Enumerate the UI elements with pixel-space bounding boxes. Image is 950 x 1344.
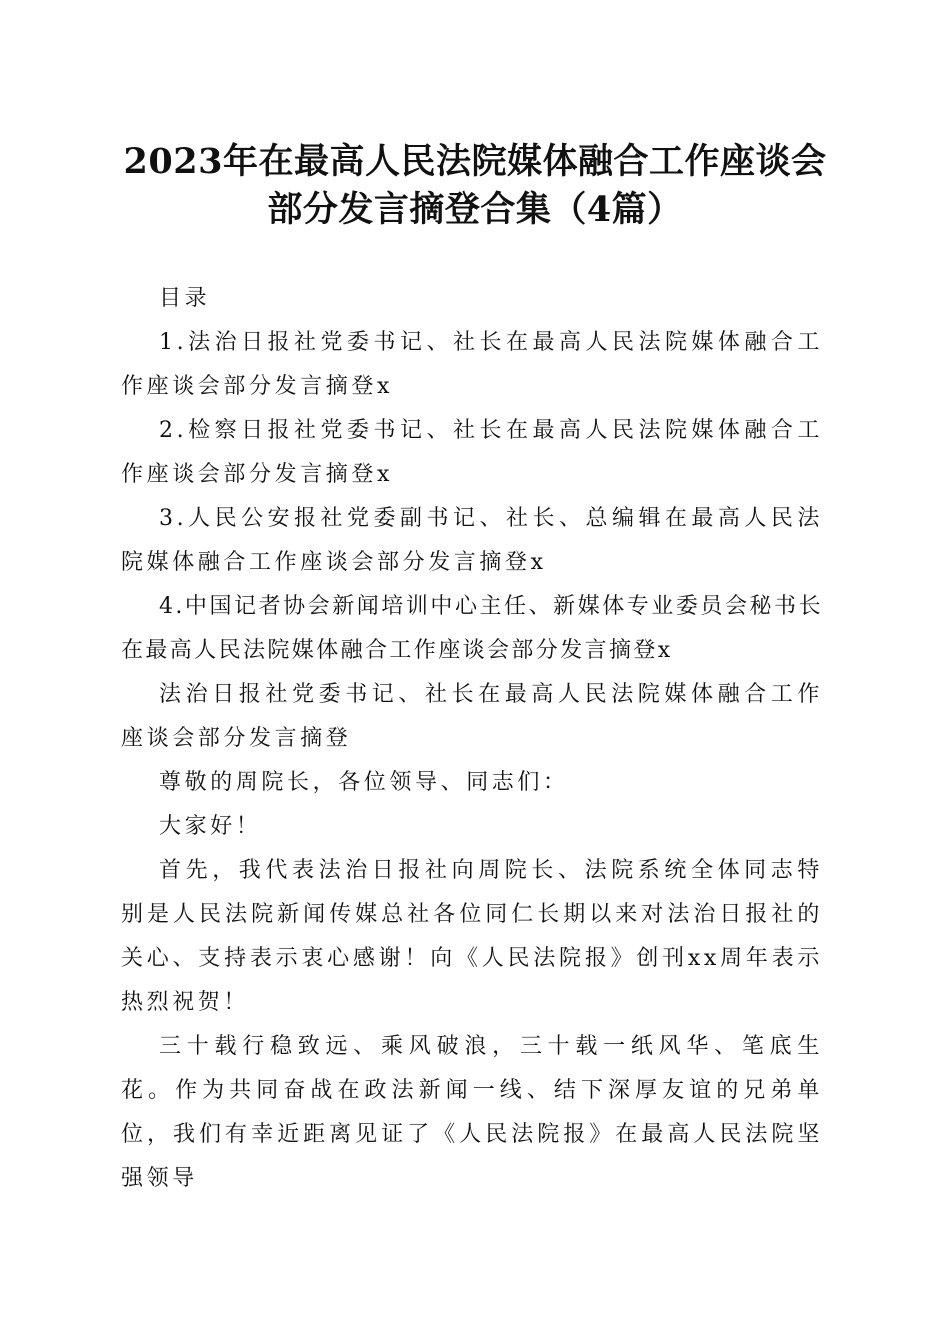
title-line-2: 部分发言摘登合集（4篇） [267,189,683,230]
document-body [121,277,823,1201]
paragraph-1: 首先，我代表法治日报社向周院长、法院系统全体同志特别是人民法院新闻传媒总社各位同仁长期以来对法治日报社的关心、支持表示衷心感谢！向《人民法院报》创刊xx周年表示热烈祝贺！ [121,858,823,1015]
paragraph-2: 三十载行稳致远、乘风破浪，三十载一纸风华、笔底生花。作为共同奋战在政法新闻一线、结下深厚友谊的兄弟单位，我们有幸近距离见证了《人民法院报》在最高人民法院坚强领导 [121,1034,823,1191]
document-title [0,138,950,234]
hello: 大家好！ [159,814,262,839]
toc-item-1: 1.法治日报社党委书记、社长在最高人民法院媒体融合工作座谈会部分发言摘登x [121,330,823,399]
title-line-1: 2023年在最高人民法院媒体融合工作座谈会 [123,141,827,182]
toc-item-4: 4.中国记者协会新闻培训中心主任、新媒体专业委员会秘书长在最高人民法院媒体融合工作座谈会部分发言摘登x [121,594,823,663]
greeting: 尊敬的周院长，各位领导、同志们： [159,770,569,795]
toc-item-3: 3.人民公安报社党委副书记、社长、总编辑在最高人民法院媒体融合工作座谈会部分发言摘登x [121,506,823,575]
toc-item-2: 2.检察日报社党委书记、社长在最高人民法院媒体融合工作座谈会部分发言摘登x [121,418,823,487]
section-title: 法治日报社党委书记、社长在最高人民法院媒体融合工作座谈会部分发言摘登 [121,682,823,751]
toc-heading: 目录 [159,286,211,311]
